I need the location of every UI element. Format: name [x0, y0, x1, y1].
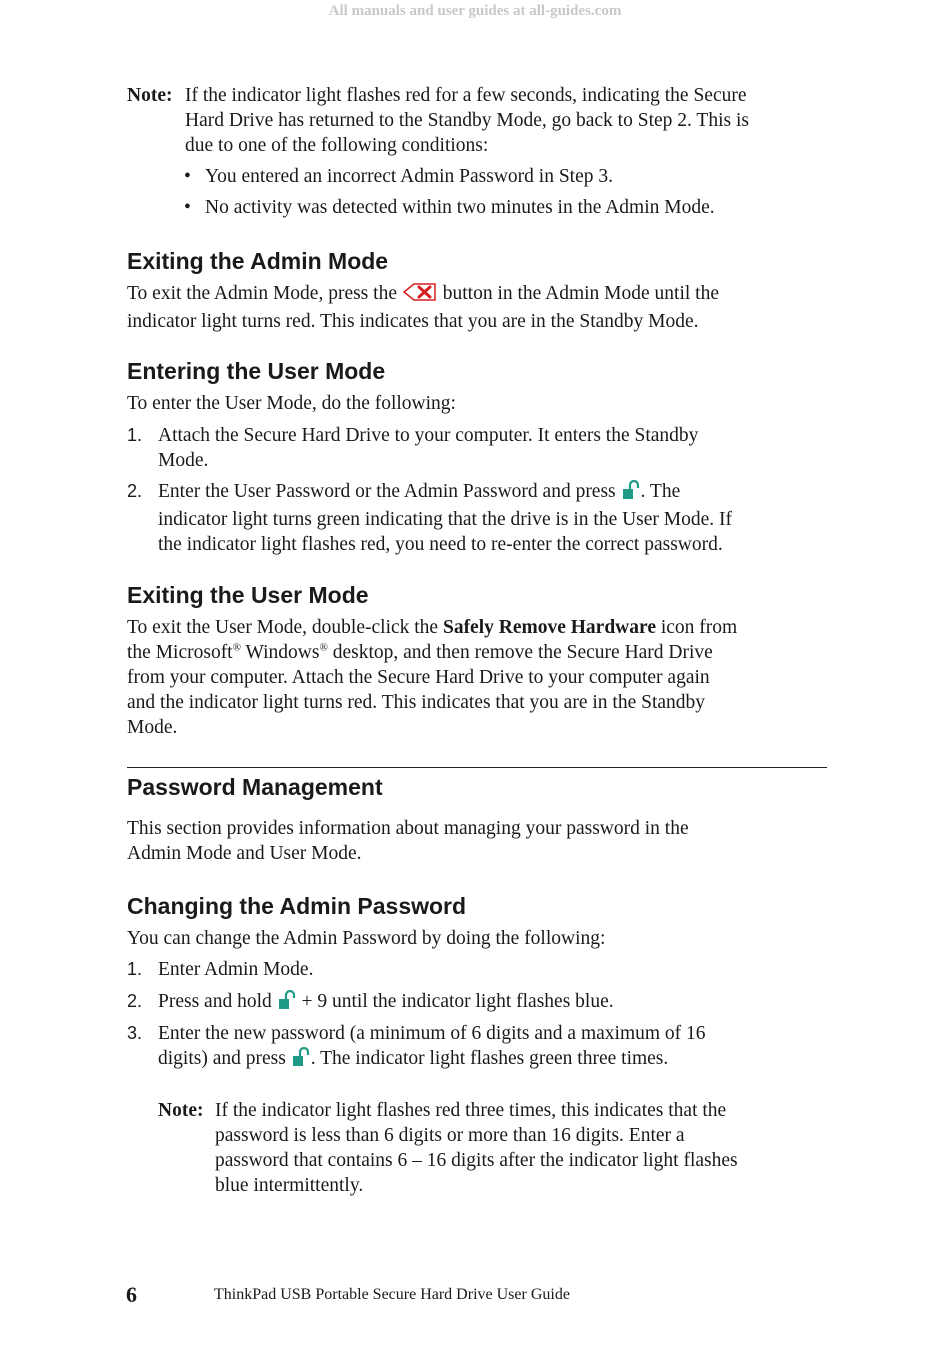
text-span: icon from [660, 617, 738, 638]
note-line: due to one of the following conditions: [185, 135, 489, 156]
bullet-text: You entered an incorrect Admin Password in Step 3. [205, 166, 614, 187]
text-span: Windows [245, 642, 320, 663]
list-item [127, 957, 837, 982]
text-line: indicator light turns green indicating that the drive is in the User Mode. If [158, 509, 733, 530]
unlock-icon [621, 480, 641, 507]
note-line: blue intermittently. [215, 1175, 364, 1196]
step-number: 3. [127, 1023, 143, 1043]
text-span: desktop, and then remove the Secure Hard Drive [332, 642, 713, 663]
text-line: the indicator light flashes red, you need to re-enter the correct password. [158, 534, 723, 555]
bold-term: Safely Remove Hardware [442, 617, 656, 638]
bullet-item [184, 195, 715, 220]
cancel-x-icon [402, 282, 438, 309]
registered-mark: ® [319, 641, 328, 654]
list-item [127, 989, 837, 1017]
text-line: Admin Mode and User Mode. [127, 843, 362, 864]
text-span: . The indicator light flashes green three times. [310, 1048, 669, 1069]
note-label: Note: [127, 85, 173, 106]
text-line: This section provides information about managing your password in the [127, 818, 689, 839]
note-block [158, 1098, 828, 1198]
registered-mark: ® [232, 641, 241, 654]
unlock-icon [277, 990, 297, 1017]
note-block [127, 83, 837, 158]
list-item [127, 423, 837, 473]
list-item [127, 479, 837, 557]
bullet-text: No activity was detected within two minutes in the Admin Mode. [205, 197, 715, 218]
section-heading: Exiting the User Mode [127, 582, 369, 608]
section-heading: Changing the Admin Password [127, 893, 467, 919]
section-heading: Exiting the Admin Mode [127, 248, 389, 274]
paragraph [127, 281, 837, 334]
note-line: Hard Drive has returned to the Standby Mode, go back to Step 2. This is [185, 110, 749, 131]
text-line: Attach the Secure Hard Drive to your computer. It enters the Standby [158, 425, 699, 446]
note-label: Note: [158, 1100, 204, 1121]
section-heading: Entering the User Mode [127, 358, 386, 384]
bullet-dot: • [184, 197, 191, 218]
watermark: All manuals and user guides at all-guides.com [328, 3, 622, 19]
text-span: Enter the User Password or the Admin Password and press [158, 481, 616, 502]
text-span: Press and hold [158, 991, 272, 1012]
text-span: + 9 until the indicator light flashes blue. [301, 991, 614, 1012]
text-line: Mode. [127, 717, 178, 738]
bullet-dot: • [184, 166, 191, 187]
unlock-icon [291, 1047, 311, 1074]
text-line: Enter Admin Mode. [158, 959, 314, 980]
paragraph [127, 816, 837, 866]
text-span: To exit the Admin Mode, press the [127, 283, 397, 304]
note-line: If the indicator light flashes red for a few seconds, indicating the Secure [185, 85, 747, 106]
text-span: To exit the User Mode, double-click the [127, 617, 439, 638]
text-line: Mode. [158, 450, 209, 471]
text-line: Enter the new password (a minimum of 6 digits and a maximum of 16 [158, 1023, 706, 1044]
bullet-item [184, 164, 613, 189]
note-line: password is less than 6 digits or more than 16 digits. Enter a [215, 1125, 685, 1146]
paragraph: You can change the Admin Password by doing the following: [127, 928, 606, 949]
section-heading: Password Management [127, 774, 383, 800]
text-line: and the indicator light turns red. This indicates that you are in the Standby [127, 692, 706, 713]
list-item [127, 1021, 837, 1074]
section-divider [127, 767, 827, 768]
paragraph: To enter the User Mode, do the following: [127, 393, 456, 414]
paragraph [127, 615, 837, 740]
note-line: If the indicator light flashes red three times, this indicates that the [215, 1100, 727, 1121]
text-span: digits) and press [158, 1048, 286, 1069]
step-number: 1. [127, 959, 143, 979]
text-span: button in the Admin Mode until the [442, 283, 719, 304]
step-number: 2. [127, 481, 143, 501]
text-span: . The [640, 481, 681, 502]
text-line: indicator light turns red. This indicates that you are in the Standby Mode. [127, 311, 699, 332]
text-line: from your computer. Attach the Secure Hard Drive to your computer again [127, 667, 710, 688]
step-number: 2. [127, 991, 143, 1011]
page-number: 6 [126, 1282, 137, 1307]
note-line: password that contains 6 – 16 digits after the indicator light flashes [215, 1150, 738, 1171]
text-span: the Microsoft [127, 642, 233, 663]
footer-title: ThinkPad USB Portable Secure Hard Drive User Guide [214, 1286, 570, 1303]
step-number: 1. [127, 425, 143, 445]
